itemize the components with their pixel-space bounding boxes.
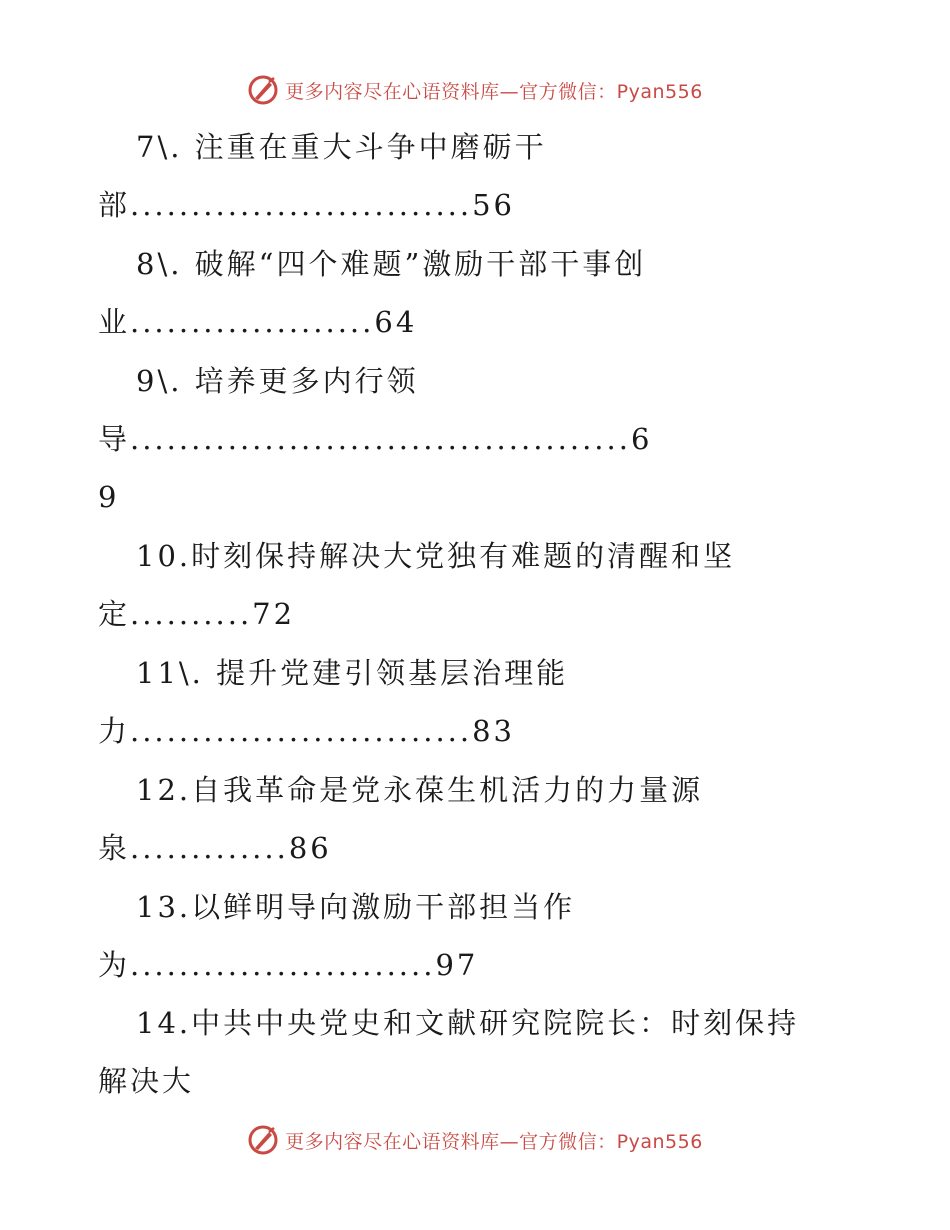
toc-entry-11-title[interactable]: 11\. 提升党建引领基层治理能 xyxy=(136,656,569,690)
watermark-text: 更多内容尽在心语资料库—官方微信：Pyan556 xyxy=(285,1130,703,1153)
quill-pen-seal-icon xyxy=(247,1124,279,1156)
toc-entry-9-title[interactable]: 9\. 培养更多内行领 xyxy=(136,364,419,398)
toc-entry-10-title[interactable]: 10.时刻保持解决大党独有难题的清醒和坚 xyxy=(136,539,736,573)
watermark-text: 更多内容尽在心语资料库—官方微信：Pyan556 xyxy=(285,80,703,103)
toc-entry-13-title[interactable]: 13.以鲜明导向激励干部担当作 xyxy=(136,890,576,924)
toc-entry-7-leader[interactable]: 部............................56 xyxy=(98,188,516,222)
toc-entry-7-title[interactable]: 7\. 注重在重大斗争中磨砺干 xyxy=(136,130,547,164)
toc-entry-10-leader[interactable]: 定..........72 xyxy=(98,597,296,631)
footer-watermark-banner xyxy=(0,1120,950,1160)
toc-entry-8-title[interactable]: 8\. 破解“四个难题”激励干部干事创 xyxy=(136,247,647,281)
toc-entry-8-leader[interactable]: 业....................64 xyxy=(98,305,418,339)
toc-entry-9-page-wrap[interactable]: 9 xyxy=(98,480,120,514)
toc-entry-14-title[interactable]: 14.中共中央党史和文献研究院院长：时刻保持 xyxy=(136,1006,800,1040)
toc-entry-13-leader[interactable]: 为.........................97 xyxy=(98,948,479,982)
toc-entry-12-leader[interactable]: 泉.............86 xyxy=(98,831,332,865)
toc-entry-11-leader[interactable]: 力............................83 xyxy=(98,714,516,748)
toc-entry-12-title[interactable]: 12.自我革命是党永葆生机活力的力量源 xyxy=(136,773,704,807)
toc-entry-14-continuation[interactable]: 解决大 xyxy=(98,1064,195,1098)
toc-entry-9-leader[interactable]: 导.........................................6 xyxy=(98,422,653,456)
